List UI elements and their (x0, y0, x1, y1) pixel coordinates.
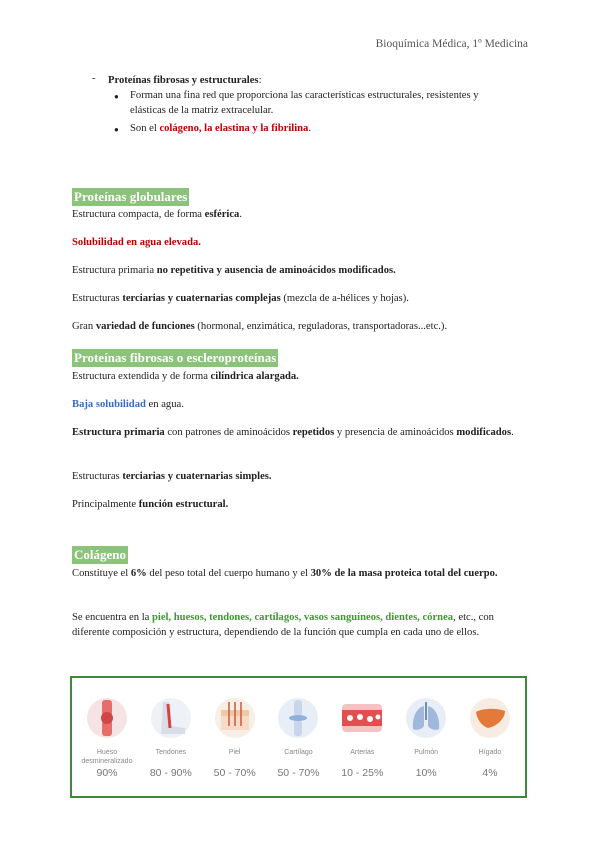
bullet-2: ● Son el colágeno, la elastina y la fibrilina. (130, 121, 490, 136)
figure-label: Piel (228, 749, 241, 756)
figure-item-higado (463, 696, 517, 779)
figure-label: Pulmón (414, 749, 438, 756)
figure-label: Hueso desmineralizado (81, 749, 133, 765)
escl-line-2: Baja solubilidad en agua. (72, 399, 184, 410)
knee-cartilage-icon (276, 696, 320, 740)
figure-item-piel (208, 696, 262, 779)
figure-item-cartilago (271, 696, 325, 779)
globulares-line-2: Solubilidad en agua elevada. (72, 237, 201, 248)
liver-icon (468, 696, 512, 740)
dash-marker: - (92, 73, 96, 84)
figure-label: Hígado (478, 749, 502, 756)
collagen-distribution-figure (70, 676, 527, 798)
figure-label: Arterias (350, 749, 375, 756)
bone-joint-icon (85, 696, 129, 740)
heading-colageno: Colágeno (74, 547, 126, 562)
escl-line-5: Principalmente función estructural. (72, 499, 229, 510)
figure-value: 50 - 70% (277, 767, 320, 779)
globulares-line-3: Estructura primaria no repetitiva y ausencia de aminoácidos modificados. (72, 265, 396, 276)
globulares-line-1: Estructura compacta, de forma esférica. (72, 209, 243, 220)
colageno-line-1: Constituye el 6% del peso total del cuerpo humano y el 30% de la masa proteica total del cuerpo. (72, 568, 498, 579)
page-header: Bioquímica Médica, 1º Medicina (375, 38, 528, 50)
bullet-1: ● Forman una fina red que proporciona las características estructurales, resistentes y elásticas de la matriz extracelular. (130, 88, 490, 118)
colageno-line-2: Se encuentra en la piel, huesos, tendones, cartílagos, vasos sanguíneos, dientes, córnea, etc., con diferente composición y estructura, dependiendo de la función que cumpla en cada uno de ellos. (72, 612, 494, 638)
escl-line-4: Estructuras terciarias y cuaternarias simples. (72, 471, 272, 482)
figure-value: 50 - 70% (213, 767, 256, 779)
figure-label: Tendones (155, 749, 186, 756)
figure-item-hueso (80, 696, 134, 779)
heading-globulares: Proteínas globulares (74, 189, 188, 204)
figure-value: 80 - 90% (149, 767, 192, 779)
escl-line-1: Estructura extendida y de forma cilíndrica alargada. (72, 371, 299, 382)
fibrosas-estructurales-title: Proteínas fibrosas y estructurales: (108, 75, 262, 86)
figure-value: 10 - 25% (341, 767, 384, 779)
figure-label: Cartílago (284, 749, 313, 756)
artery-icon (340, 696, 384, 740)
escl-line-3: Estructura primaria con patrones de aminoácidos repetidos y presencia de aminoácidos modificados. (72, 427, 514, 438)
figure-item-tendones (144, 696, 198, 779)
figure-item-arterias (335, 696, 389, 779)
heading-escleroproteinas: Proteínas fibrosas o escleroproteínas (74, 350, 277, 365)
figure-value: 4% (482, 767, 498, 779)
skin-icon (213, 696, 257, 740)
lungs-icon (404, 696, 448, 740)
figure-item-pulmon (399, 696, 453, 779)
globulares-line-5: Gran variedad de funciones (hormonal, enzimática, reguladoras, transportadoras...etc.). (72, 321, 448, 332)
figure-value: 90% (96, 767, 118, 779)
figure-value: 10% (415, 767, 437, 779)
globulares-line-4: Estructuras terciarias y cuaternarias complejas (mezcla de a-hélices y hojas). (72, 293, 409, 304)
foot-tendon-icon (149, 696, 193, 740)
